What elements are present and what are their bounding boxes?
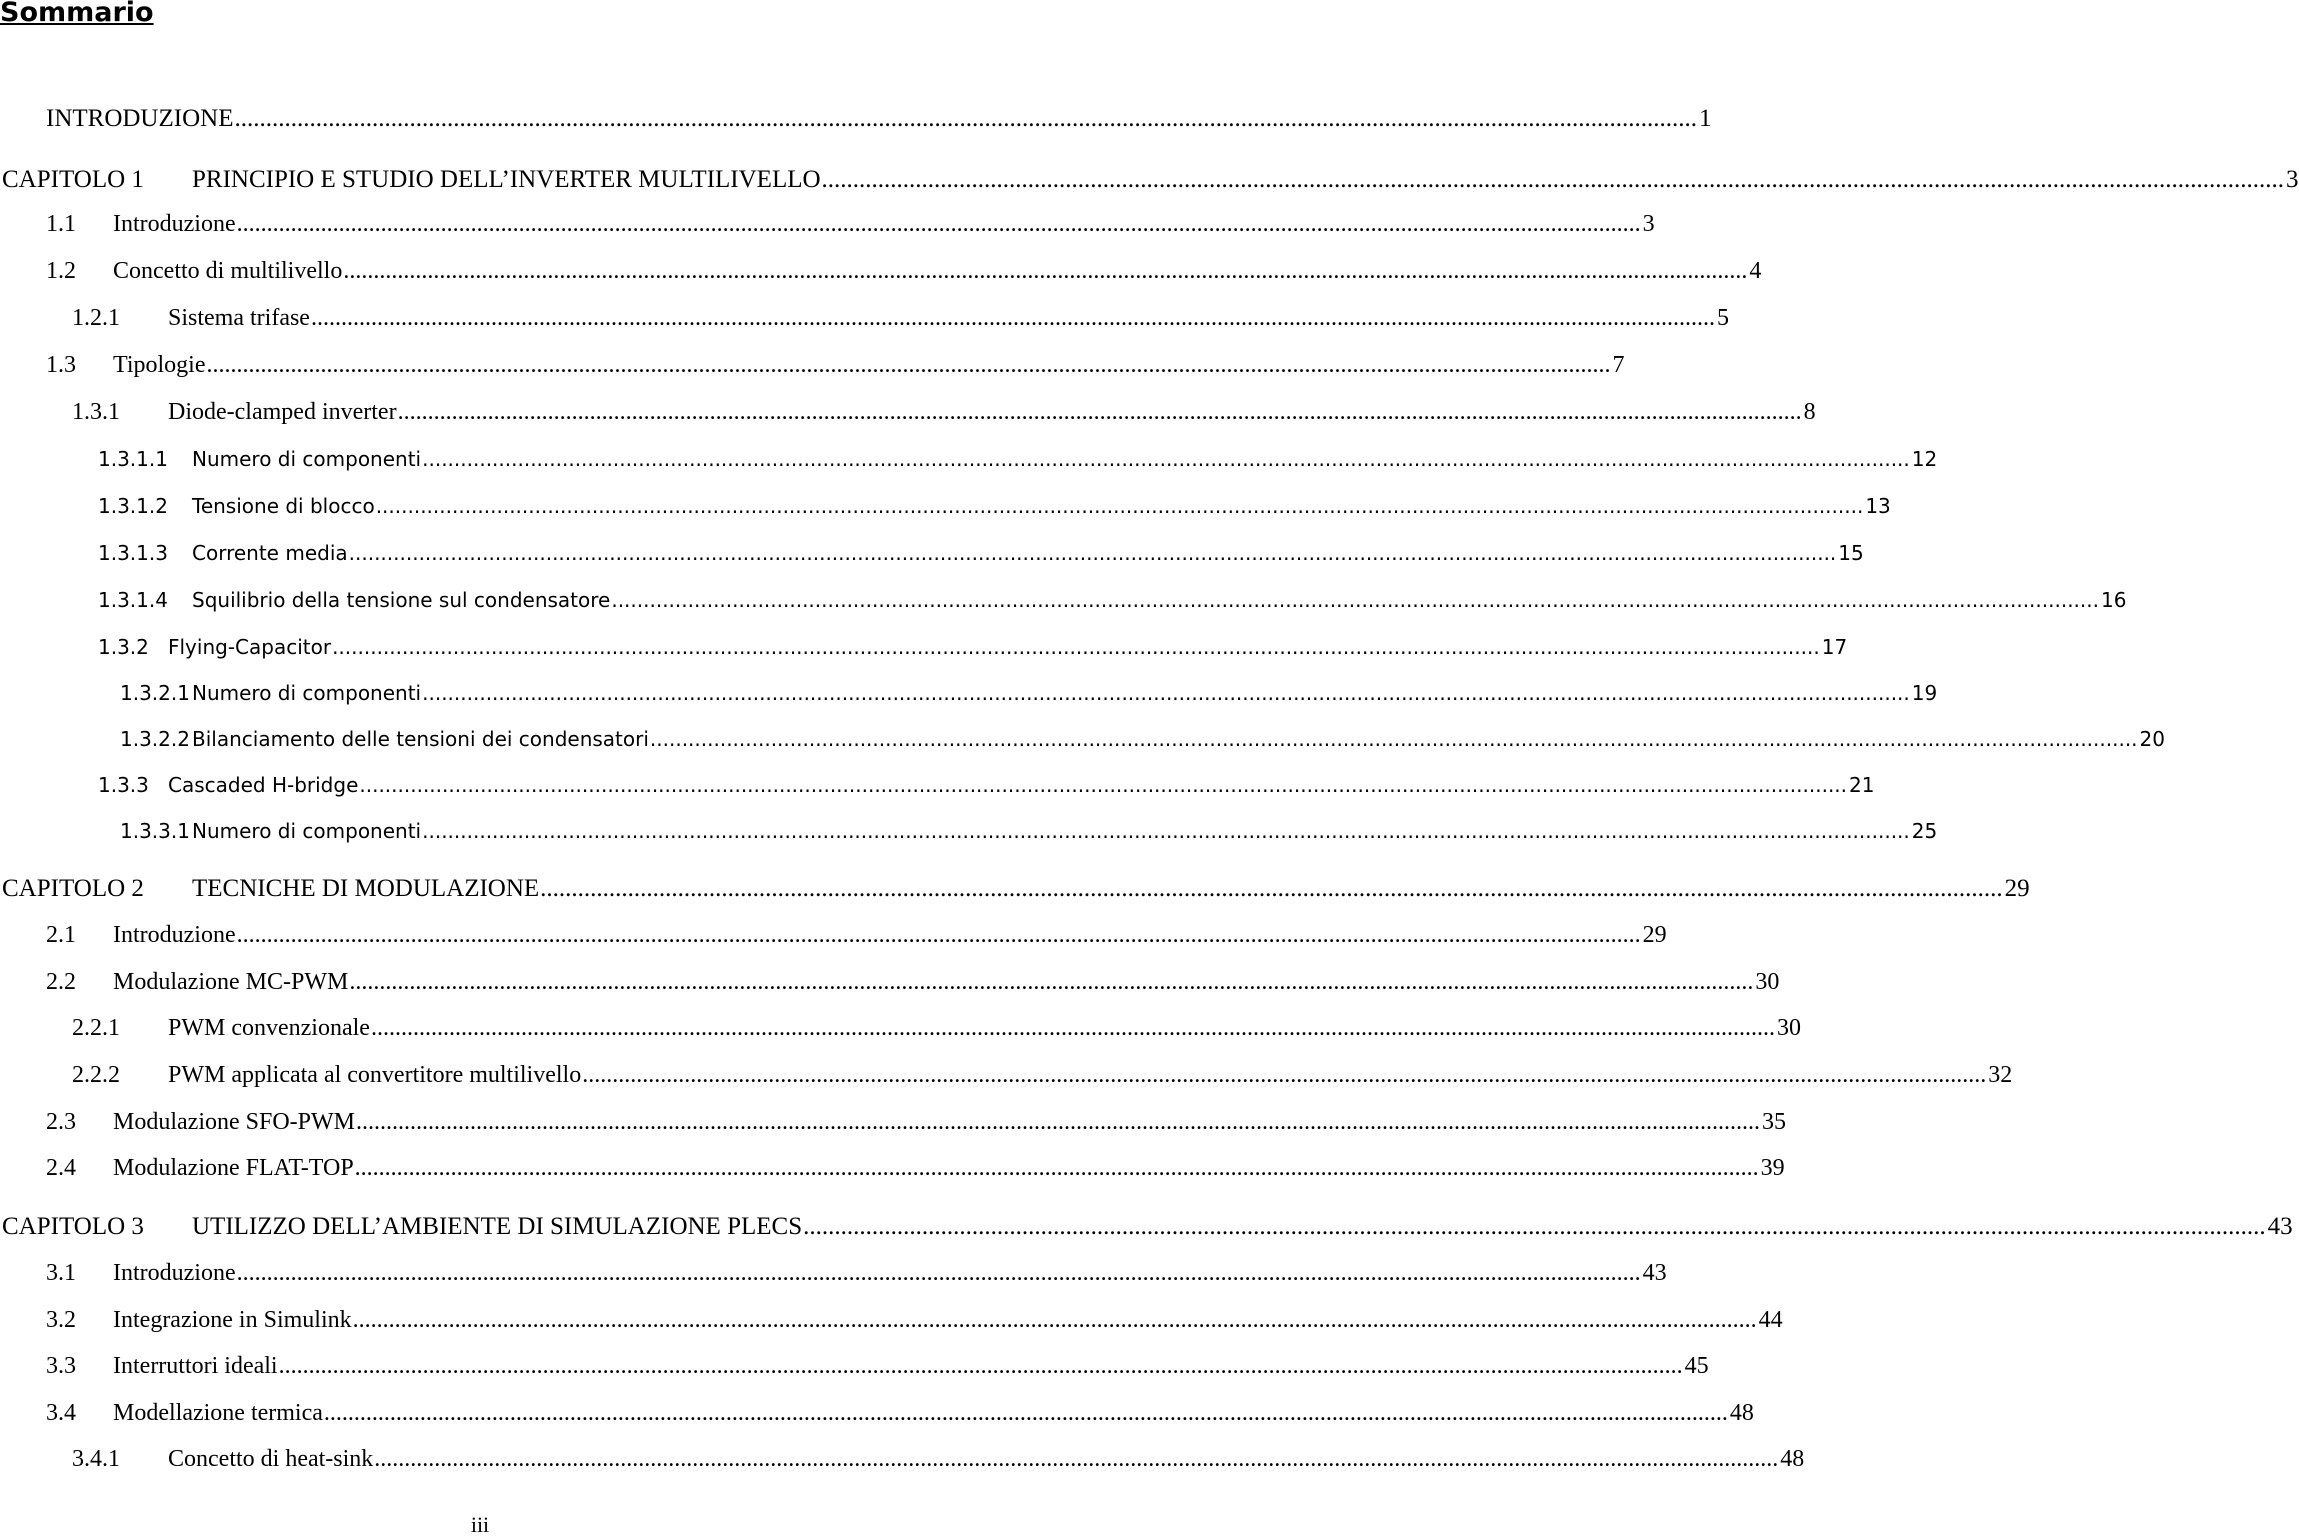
toc-dot-leader <box>802 1211 2266 1243</box>
toc-entry-number: 2.2 <box>46 969 76 995</box>
toc-dot-leader <box>342 255 1747 287</box>
toc-entry-label: Flying-Capacitor <box>168 635 332 659</box>
toc-entry[interactable] <box>98 631 1848 663</box>
toc-entry-page: 30 <box>1755 969 1780 995</box>
toc-entry-page: 21 <box>1849 773 1875 797</box>
toc-entry[interactable] <box>46 208 1655 240</box>
toc-entry-label: PRINCIPIO E STUDIO DELL’INVERTER MULTILIVELLO <box>192 166 821 193</box>
toc-dot-leader <box>236 919 1641 951</box>
toc-entry-label: Introduzione <box>113 211 236 237</box>
toc-entry[interactable] <box>2 1211 2293 1243</box>
toc-dot-leader <box>821 164 2285 196</box>
toc-entry-page: 48 <box>1729 1400 1754 1426</box>
toc-entry-page: 16 <box>2100 588 2127 612</box>
toc-entry-label: Tipologie <box>113 352 206 378</box>
toc-entry-page: 13 <box>1865 494 1891 518</box>
toc-entry-page: 3 <box>1642 211 1655 237</box>
toc-entry-number: 1.3.1.1 <box>98 447 168 471</box>
toc-entry-number: 1.2.1 <box>72 305 120 331</box>
toc-entry-number: 2.2.1 <box>72 1015 120 1041</box>
toc-entry-number: 1.3.1.3 <box>98 541 168 565</box>
toc-dot-leader <box>397 396 1802 428</box>
toc-dot-leader <box>370 1012 1775 1044</box>
toc-entry-number: 1.3.1.2 <box>98 494 168 518</box>
toc-entry-number: CAPITOLO 3 <box>2 1213 144 1240</box>
toc-entry-page: 8 <box>1803 399 1816 425</box>
toc-entry-number: 1.1 <box>46 211 76 237</box>
toc-entry[interactable] <box>120 815 1938 847</box>
toc-entry-label: Sistema trifase <box>168 305 310 331</box>
toc-entry[interactable] <box>120 677 1938 709</box>
toc-dot-leader <box>354 1152 1759 1184</box>
toc-dot-leader <box>233 103 1697 135</box>
toc-entry-page: 29 <box>2004 875 2030 902</box>
toc-entry-label: Tensione di blocco <box>192 494 375 518</box>
toc-entry-label: PWM applicata al convertitore multilivello <box>168 1062 582 1088</box>
toc-entry-number: 1.3.1.4 <box>98 588 168 612</box>
toc-entry[interactable] <box>46 255 1762 287</box>
toc-entry-number: 1.3.2 <box>98 635 149 659</box>
toc-entry-label: Numero di componenti <box>192 447 422 471</box>
toc-entry-label: PWM convenzionale <box>168 1015 370 1041</box>
toc-entry-number: 3.4 <box>46 1400 76 1426</box>
toc-entry[interactable] <box>46 103 1712 135</box>
toc-entry-label: Numero di componenti <box>192 819 422 843</box>
toc-entry-page: 44 <box>1758 1307 1783 1333</box>
toc-entry[interactable] <box>72 302 1729 334</box>
toc-entry-number: CAPITOLO 1 <box>2 166 144 193</box>
toc-dot-leader <box>355 1106 1760 1138</box>
toc-entry[interactable] <box>46 1350 1709 1382</box>
toc-dot-leader <box>310 302 1715 334</box>
toc-entry-label: Diode-clamped inverter <box>168 399 397 425</box>
toc-entry-page: 30 <box>1776 1015 1801 1041</box>
toc-entry-page: 43 <box>2267 1213 2293 1240</box>
toc-entry-label: Concetto di multilivello <box>113 258 343 284</box>
toc-entry[interactable] <box>98 490 1891 522</box>
toc-entry-number: 3.3 <box>46 1353 76 1379</box>
toc-dot-leader <box>373 1443 1778 1475</box>
toc-dot-leader <box>236 1257 1641 1289</box>
toc-entry[interactable] <box>2 164 2299 196</box>
toc-dot-leader <box>421 677 1910 709</box>
toc-entry-label: Introduzione <box>113 922 236 948</box>
toc-entry-page: 17 <box>1821 635 1848 659</box>
toc-entry-page: 43 <box>1642 1260 1667 1286</box>
toc-entry-label: Introduzione <box>113 1260 236 1286</box>
toc-dot-leader <box>375 490 1864 522</box>
toc-entry-label: Concetto di heat-sink <box>168 1446 374 1472</box>
toc-entry-page: 3 <box>2286 166 2299 193</box>
toc-entry-page: 19 <box>1911 681 1938 705</box>
toc-entry[interactable] <box>72 1059 2013 1091</box>
toc-entry-page: 7 <box>1612 352 1625 378</box>
toc-entry-number: 1.3.3.1 <box>120 819 190 843</box>
toc-entry-number: CAPITOLO 2 <box>2 875 144 902</box>
toc-entry-label: Modulazione FLAT-TOP <box>113 1155 354 1181</box>
toc-dot-leader <box>348 537 1837 569</box>
toc-dot-leader <box>352 1304 1757 1336</box>
toc-entry[interactable] <box>46 966 1780 998</box>
toc-entry-number: 1.2 <box>46 258 76 284</box>
toc-entry-number: 3.1 <box>46 1260 76 1286</box>
toc-entry-label: Interruttori ideali <box>113 1353 278 1379</box>
toc-entry[interactable] <box>46 1152 1785 1184</box>
toc-entry-page: 4 <box>1749 258 1762 284</box>
toc-entry-label: INTRODUZIONE <box>46 105 234 132</box>
toc-entry[interactable] <box>98 443 1938 475</box>
toc-dot-leader <box>421 815 1910 847</box>
toc-dot-leader <box>539 873 2003 905</box>
toc-entry-label: Modulazione SFO-PWM <box>113 1109 355 1135</box>
toc-dot-leader <box>205 349 1610 381</box>
toc-entry-label: Corrente media <box>192 541 348 565</box>
toc-entry[interactable] <box>46 919 1667 951</box>
toc-dot-leader <box>278 1350 1683 1382</box>
toc-entry-label: Numero di componenti <box>192 681 422 705</box>
toc-title: Sommario <box>0 0 154 28</box>
toc-dot-leader <box>358 769 1847 801</box>
toc-entry-number: 2.4 <box>46 1155 76 1181</box>
toc-dot-leader <box>610 584 2099 616</box>
toc-entry[interactable] <box>72 1012 1801 1044</box>
toc-entry[interactable] <box>2 873 2030 905</box>
toc-entry[interactable] <box>46 1257 1667 1289</box>
toc-dot-leader <box>323 1397 1728 1429</box>
toc-dot-leader <box>331 631 1820 663</box>
toc-entry-page: 12 <box>1911 447 1938 471</box>
toc-entry-label: Bilanciamento delle tensioni dei condensatori <box>192 727 649 751</box>
toc-entry-page: 48 <box>1780 1446 1805 1472</box>
toc-entry-page: 35 <box>1762 1109 1786 1135</box>
page-number-footer: iii <box>470 1512 490 1537</box>
toc-entry[interactable] <box>46 1106 1786 1138</box>
toc-entry-number: 1.3.2.2 <box>120 727 190 751</box>
toc-entry[interactable] <box>46 1304 1783 1336</box>
toc-entry-page: 39 <box>1760 1155 1785 1181</box>
toc-dot-leader <box>581 1059 1986 1091</box>
toc-dot-leader <box>348 966 1753 998</box>
toc-entry-page: 29 <box>1642 922 1667 948</box>
toc-entry-label: Squilibrio della tensione sul condensatore <box>192 588 611 612</box>
toc-dot-leader <box>236 208 1641 240</box>
toc-entry-label: TECNICHE DI MODULAZIONE <box>192 875 540 902</box>
toc-entry-label: Modellazione termica <box>113 1400 323 1426</box>
toc-dot-leader <box>649 723 2138 755</box>
toc-entry-page: 25 <box>1911 819 1938 843</box>
toc-entry-number: 1.3 <box>46 352 76 378</box>
toc-entry[interactable] <box>98 769 1875 801</box>
toc-entry[interactable] <box>72 1443 1805 1475</box>
toc-entry[interactable] <box>120 723 2165 755</box>
toc-entry[interactable] <box>46 349 1625 381</box>
toc-entry-page: 45 <box>1684 1353 1709 1379</box>
toc-entry-number: 1.3.1 <box>72 399 120 425</box>
toc-entry-page: 20 <box>2139 727 2165 751</box>
toc-entry-label: Modulazione MC-PWM <box>113 969 349 995</box>
toc-entry-label: UTILIZZO DELL’AMBIENTE DI SIMULAZIONE PLECS <box>192 1213 803 1240</box>
toc-entry-page: 32 <box>1988 1062 2013 1088</box>
toc-entry-page: 1 <box>1698 105 1712 132</box>
toc-entry-label: Integrazione in Simulink <box>113 1307 352 1333</box>
toc-entry-label: Cascaded H-bridge <box>168 773 359 797</box>
toc-dot-leader <box>421 443 1910 475</box>
toc-entry-number: 2.3 <box>46 1109 76 1135</box>
toc-entry-number: 1.3.3 <box>98 773 149 797</box>
toc-entry-number: 1.3.2.1 <box>120 681 190 705</box>
toc-entry[interactable] <box>46 1397 1754 1429</box>
toc-entry-page: 5 <box>1716 305 1729 331</box>
toc-entry-number: 2.2.2 <box>72 1062 120 1088</box>
toc-entry-number: 3.2 <box>46 1307 76 1333</box>
toc-entry-page: 15 <box>1838 541 1864 565</box>
toc-entry[interactable] <box>72 396 1816 428</box>
toc-entry[interactable] <box>98 537 1864 569</box>
toc-entry[interactable] <box>98 584 2127 616</box>
toc-entry-number: 3.4.1 <box>72 1446 120 1472</box>
toc-entry-number: 2.1 <box>46 922 76 948</box>
